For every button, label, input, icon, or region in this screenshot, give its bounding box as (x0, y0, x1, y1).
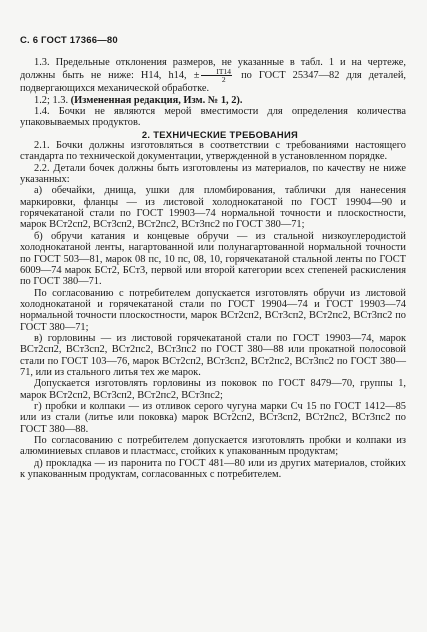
paragraph-1-3-text-post: по ГОСТ 25347—82 для деталей, подвергающихся механической обработке. (20, 70, 406, 95)
fraction-numerator: IT14 (201, 68, 232, 76)
agreement-note-1: По согласованию с потребителем допускается изготовлять обручи из листовой холоднокатаной и горячекатаной стали по ГОСТ 19904—74 и ГОСТ 19903—74 нормальной точности плоскостности, марок ВСт2сп2, ВСт3сп2, ВСт2пс2, ВСт3пс2 по ГОСТ 380—71; (20, 287, 406, 333)
item-a: а) обечайки, днища, ушки для пломбирования, таблички для нанесения маркировки, фланцы — из листовой холоднокатаной по ГОСТ 19904—90 и горячекатаной стали по ГОСТ 19903—74 нормальной точности и плоскостности, марок ВСт2сп2, ВСт3сп2, ВСт2пс2, ВСт3пс2 по ГОСТ 380—71; (20, 185, 406, 231)
paragraph-1-3 (20, 57, 406, 95)
item-d: д) прокладка — из паронита по ГОСТ 481—80 или из других материалов, стойких к упакованным продуктам, согласованных с потребителем. (20, 457, 406, 481)
paragraph-2-2: 2.2. Детали бочек должны быть изготовлены из материалов, по качеству не ниже указанных: (20, 162, 406, 186)
amendment-note-ref: 1.2; 1.3. (34, 94, 71, 106)
item-b: б) обручи катания и концевые обручи — из стальной низкоуглеродистой холоднокатаной ленты, нагартованной или полунагартованной нормальной точности по ГОСТ 503—81, марок 08 пс, 10 пс, 08, 10, горячекатаной стальной ленты по ГОСТ 6009—74 марок БСт2, БСт3, первой или второй категории всех степеней раскисления по ГОСТ 380—71. (20, 230, 406, 288)
fraction-denominator: 2 (221, 75, 226, 85)
agreement-note-2: По согласованию с потребителем допускается изготовлять пробки и колпаки из алюминиевых сплавов и пластмасс, стойких к упакованным продуктам; (20, 435, 406, 458)
section-heading: 2. ТЕХНИЧЕСКИЕ ТРЕБОВАНИЯ (141, 128, 299, 140)
item-v: в) горловины — из листовой горячекатаной стали по ГОСТ 19903—74, марок ВСт2сп2, ВСт3сп2, ВСт2пс2, ВСт3пс2 по ГОСТ 380—88 или прокатной полосовой стали по ГОСТ 103—76, марок ВСт2сп2, ВСт3сп2, ВСт2пс2, ВСт3пс2 по ГОСТ 380—71, или из стального литья тех же марок. (20, 332, 406, 378)
paragraph-1-4: 1.4. Бочки не являются мерой вместимости для определения количества упаковываемых продуктов. (20, 106, 406, 129)
paragraph-2-1: 2.1. Бочки должны изготовляться в соответствии с требованиями настоящего стандарта по технической документации, утвержденной в установленном порядке. (20, 140, 406, 163)
tolerance-fraction (201, 68, 232, 83)
forging-allowance: Допускается изготовлять горловины из поковок по ГОСТ 8479—70, группы 1, марок ВСт2сп2, ВСт3сп2, ВСт2пс2, ВСт3пс2; (20, 378, 406, 401)
item-g: г) пробки и колпаки — из отливок серого чугуна марки Сч 15 по ГОСТ 1412—85 или из стали (литье или поковка) марок ВСт2сп2, ВСт3сп2, ВСт2пс2, ВСт3пс2 по ГОСТ 380—88. (20, 400, 406, 435)
amendment-note (20, 95, 406, 106)
amendment-note-text: (Измененная редакция, Изм. № 1, 2). (70, 94, 243, 106)
page-header: С. 6 ГОСТ 17366—80 (20, 35, 118, 46)
document-body (20, 57, 406, 480)
paragraph-1-3-text-pre: 1.3. Предельные отклонения размеров, не указанные в табл. 1 и на чертеже, должны быть не ниже: Н14, h14, ± (20, 57, 406, 82)
